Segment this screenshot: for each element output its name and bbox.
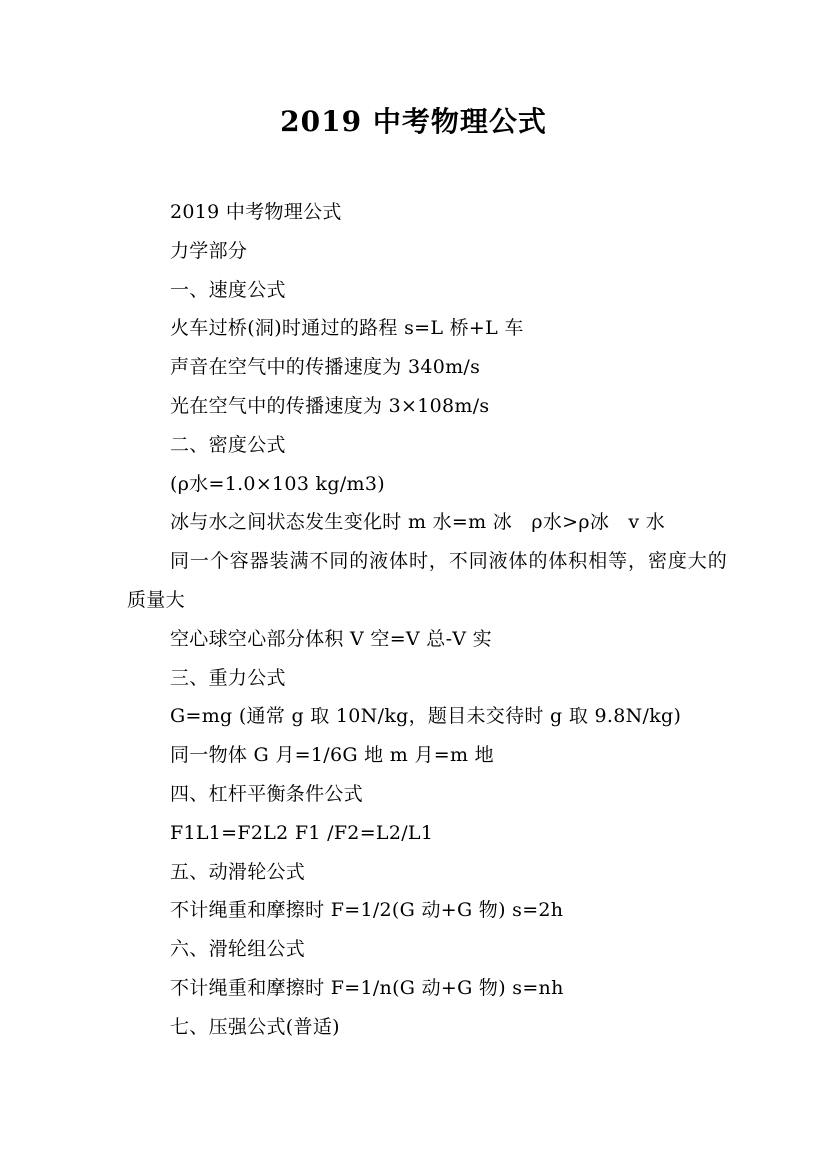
- section-heading: 力学部分: [170, 239, 248, 262]
- section-heading: 二、密度公式: [170, 433, 286, 456]
- section-heading: 四、杠杆平衡条件公式: [170, 782, 364, 805]
- paragraph: 空心球空心部分体积 V 空=V 总-V 实: [170, 627, 492, 650]
- document-body: [127, 193, 727, 1047]
- paragraph: 不计绳重和摩擦时 F=1/2(G 动+G 物) s=2h: [170, 899, 564, 922]
- section-heading: 五、动滑轮公式: [170, 860, 306, 883]
- section-heading: 一、速度公式: [170, 278, 286, 301]
- section-heading: 七、压强公式(普适): [170, 1015, 340, 1038]
- paragraph: 冰与水之间状态发生变化时 m 水=m 冰 ρ水>ρ冰 v 水: [170, 511, 666, 534]
- section-heading: 三、重力公式: [170, 666, 286, 689]
- paragraph: 同一物体 G 月=1/6G 地 m 月=m 地: [170, 744, 494, 767]
- page-title: 2019 中考物理公式: [280, 105, 547, 138]
- paragraph: F1L1=F2L2 F1 /F2=L2/L1: [170, 821, 434, 844]
- paragraph: 同一个容器装满不同的液体时，不同液体的体积相等，密度大的质量大: [127, 550, 727, 611]
- paragraph: G=mg (通常 g 取 10N/kg，题目未交待时 g 取 9.8N/kg): [170, 705, 682, 728]
- paragraph: 2019 中考物理公式: [170, 201, 342, 223]
- paragraph: 光在空气中的传播速度为 3×108m/s: [170, 394, 490, 417]
- paragraph: 声音在空气中的传播速度为 340m/s: [170, 356, 481, 379]
- section-heading: 六、滑轮组公式: [170, 938, 306, 961]
- paragraph: 火车过桥(洞)时通过的路程 s=L 桥+L 车: [170, 317, 524, 340]
- paragraph: (ρ水=1.0×103 kg/m3): [170, 472, 385, 495]
- paragraph: 不计绳重和摩擦时 F=1/n(G 动+G 物) s=nh: [170, 976, 564, 999]
